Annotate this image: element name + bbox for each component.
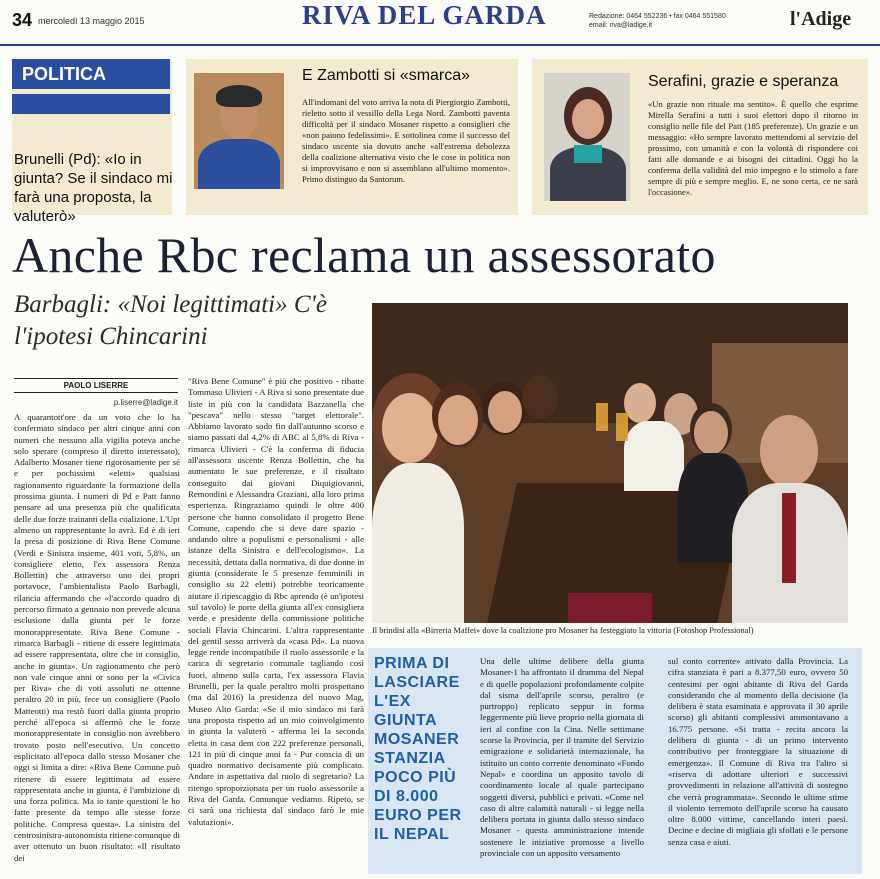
page-date: mercoledì 13 maggio 2015 [38,16,145,26]
newspaper-logo: l'Adige [790,8,852,30]
zambotti-title: E Zambotti si «smarca» [302,67,471,84]
zambotti-photo [194,73,284,189]
serafini-photo [544,73,630,201]
politica-stripe [12,94,170,114]
brunelli-quote: Brunelli (Pd): «Io in giunta? Se il sindaco mi farà una proposta, la valuterò» [14,151,173,225]
page-number: 34 [12,10,33,30]
article-column-2: "Riva Bene Comune" è più che positivo - ribatte Tommaso Ulivieri - A Riva si sono presentate due liste in più con la candidata Bazzanella che "pescava" nello stesso "target elettorale". Abbiamo lavorato sodo fin dall'autunno scorso e siamo passati dal 4,2% di ABC al 5,8% di Riva - rimarca Ulivieri - C'è la conferma di fiducia all'assessora uscente Renza Bollettin, che ha aumentato le sue preferenze, e il risultato conseguito dai giovani Diquigiovanni, Remondini e Alessandra Graziani, alla loro prima esperienza. Ringraziamo quindi le oltre 400 persone che hanno consolidato il progetto Bene Comune, capendo che si deve dare spazio - andando oltre a populismi e personalismi - alle istanze della Sinistra e dell'ecologismo». La necessità, dettata dalla normativa, di due donne in giunta (considerate le 5 presenze femminili in consiglio su 22 eletti) potrebbe teoricamente aiutare il ripescaggio di Rbc aprendo (è un'ipotesi sul tavolo) le porte della giunta all'ex consigliera verde e presidente della commissione politiche sociali Flavia Chincarini. L'altra rappresentante del gentil sesso arriverà da «casa Pd». La nuova legge rende incompatibile il ruolo assessorile e la carica di segretario comunale tagliando così fuori, almeno sulla carta, l'ex assessora Flavia Brunelli, per la quale peraltro molti prospettano (ma dal 2016) la presidenza del nuovo Mag, Museo Alto Garda: «Se il mio sindaco mi farà una proposta rispetto ad un mio coinvolgimento in giunta la valuterò - afferma lei la seconda eletta in casa dem con 222 preferenze personali, 121 in più di cinque anni fa - Pur conscia di un quadro normativo decisamente più complicato. Andare in aspettativa dal ruolo di segretario? La ritengo sproporzionata per un ruolo assessorile a Riva del Garda. Comunque vediamo. Ripeto, se ci sarà una richiesta dal sindaco farò le mie valutazioni». [188,376,364,827]
zambotti-text: All'indomani del voto arriva la nota di Piergiorgio Zambotti, rieletto sotto il vessillo della Lega Nord. Zambotti paventa difficoltà per il sindaco Mosaner rispetto a consiglieri che «non paiono fedelissimi». E sottolinea come il successo del sindaco uscente sia dovuto anche «all'estrema debolezza della coalizione alternativa visto che le cose in politica non si improvvisano e non si assemblano all'ultimo momento». Primo distinguo da Santorum. [302,97,510,184]
section-title: RIVA DEL GARDA [302,0,547,30]
nepal-column-2: sul conto corrente» attivato dalla Provincia. La cifra stanziata è pari a 8.377,50 euro, ovvero 50 centesimi per ogni abitante di Riva del Garda considerando che al momento della decisione (la delibera è stata esaminata e approvata il 30 aprile scorso) gli abitanti complessivi ammontavano a 16.775 persone. «Si tratta - recita ancora la delibera di giunta - di un primo intervento contributivo per fronteggiare la situazione di emergenza». Il Comune di Riva tra l'altro si «riserva di adottare ulteriori e successivi provvedimenti in relazione all'attività di sostegno che verrà programmata». Secondo le ultime stime il violento terremoto dell'aprile scorso ha causato oltre 8.000 vittime, cancellando interi paesi. Decine e decine di migliaia gli sfollati e le persone senza casa e aiuti. [668,656,848,847]
serafini-text: «Un grazie non rituale ma sentito». È quello che esprime Mirella Serafini a tutti i suoi elettori dopo il ritorno in consiglio nelle file del Patt (185 preferenze). Un grazie e un messaggio: «Ho sempre lavorato mettendomi al servizio del prossimo, con umanità e con la volontà di rispondere coi fatti alle domande e ai bisogni dei cittadini. Oggi ho la conferma della validità del mio impegno e lo stimolo a fare sempre di più e sempre meglio. E, ne sono certa, ce ne sarà l'occasione». [648,99,858,197]
nepal-column-1: Una delle ultime delibere della giunta Mosaner-1 ha affrontato il dramma del Nepal e di quelle popolazioni profondamente colpite dal sisma dell'aprile scorso, peraltro (e purtroppo) replicato seppur in forma leggermente più lieve proprio nella giornata di ieri al confine con la Cina. Nelle settimane scorse la Provincia, per il tramite del Servizio emigrazione e solidarietà internazionale, ha istituito un conto corrente denominato «Fondo Nepal» e coordina un apposito tavolo di coordinamento locale al quale partecipano soggetti diversi, pubblici e privati. «Come nel caso di altre calamità naturali - si legge nella delibera portata in giunta dallo stesso sindaco Mosaner - questa amministrazione intende sostenere le iniziative promosse a livello provinciale con un apposito versamento [480,656,644,859]
politica-banner: POLITICA [12,59,170,89]
nepal-headline: PRIMA DI LASCIARE L'EX GIUNTA MOSANER STANZIA POCO PIÙ DI 8.000 EURO PER IL NEPAL [374,655,462,843]
author-byline: PAOLO LISERRE [14,378,178,393]
zambotti-box [186,59,518,215]
subheadline: Barbagli: «Noi legittimati» C'è l'ipotesi Chincarini [14,291,327,350]
serafini-box [532,59,868,215]
celebration-photo [372,303,848,623]
serafini-title: Serafini, grazie e speranza [648,73,839,90]
main-headline: Anche Rbc reclama un assessorato [12,227,716,283]
article-column-1: A quarantott'ore da un voto che lo ha confermato sindaco per altri cinque anni con numeri che nessuno alla vigilia poteva anche solo sperare (compreso il diretto interessato), Adalberto Mosaner tiene rigorosamente per sé e per pochissimi «eletti» qualsiasi ragionamento riguardante la formazione della prossima giunta. I numeri di Pd e Patt fanno pensare ad una presenza più che qualificata delle due forze trainanti della coalizione. L'Upt almeno un rappresentante lo avrà. Ed è di ieri la presa di posizione di Riva Bene Comune (Verdi e Sinistra insieme, 401 voti, 5,8%, un consigliere eletto, l'ex assessora Renza Bollettin) che attraverso uno dei propri portavoce, l'ambientalista Paolo Barbagli, rilancia affermando che «l'accordo quadro di percorso firmato a gennaio non prevede alcuna esclusione dalla giunta per le forze monorappresentate. Riva Bene Comune - rimarca Barbagli - ritiene di essere legittimata ad essere rappresentata, oltre che in consiglio, anche in giunta». Un ragionamento che però non vale cinque anni or sono per la «Civica per Riva» che di voti assoluti ne ottenne peraltro 20 in più, fece un consigliere (Paolo Matteotti) ma restò fuori dalla giunta proprio perché all'epoca si affermò che le forze monorappresentate in consiglio non avrebbero trovato posto nell'esecutivo. Un concetto esplicitato all'epoca dallo stesso Mosaner che oggi si limita a dire: «Riva Bene Comune può ritenere di essere legittimata ad essere rappresentata anche in giunta, è l'ambizione di una forza politica. Ma io tante questioni le ho fatte presente da tempo alle stesse forze politiche. Compresa questa». La sinistra del centrosinistra-autonomista ritiene comunque di aver ottenuto un buon risultato: «Il risultato dei [14,412,180,863]
author-email: p.liserre@ladige.it [113,398,178,407]
redazione-contacts: Redazione: 0464 552236 • fax 0464 551580 email: riva@ladige.it [589,13,726,29]
photo-caption: Il brindisi alla «Birreria Maffei» dove la coalizione pro Mosaner ha festeggiato la vittoria (Fotoshop Professional) [372,626,754,635]
